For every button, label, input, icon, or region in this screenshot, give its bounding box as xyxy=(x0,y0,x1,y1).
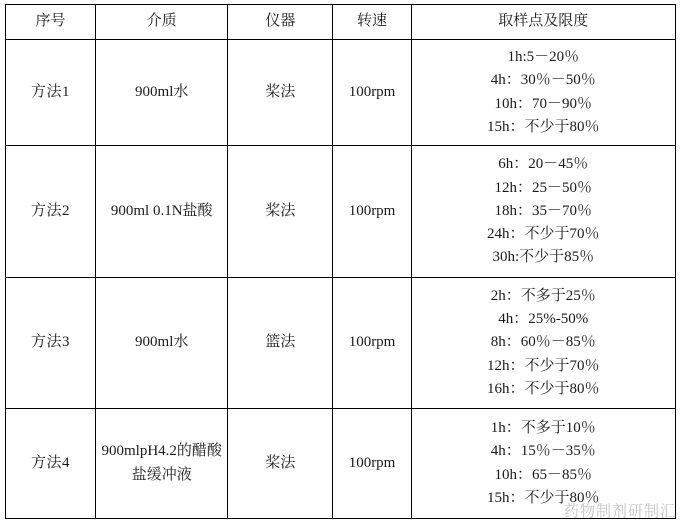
sampling-point-line: 15h：不少于80％ xyxy=(487,489,600,506)
sampling-point-line: 4h：30％－50％ xyxy=(490,72,596,89)
watermark-text: 药物制剂研制汇 xyxy=(563,502,676,521)
dissolution-methods-table xyxy=(5,4,676,519)
table-header xyxy=(6,5,676,40)
cell-apparatus: 桨法 xyxy=(228,409,333,519)
cell-medium: 900ml 0.1N盐酸 xyxy=(96,146,228,278)
cell-apparatus: 篮法 xyxy=(228,278,333,409)
sampling-point-line: 18h：35－70％ xyxy=(494,202,593,219)
column-header-speed: 转速 xyxy=(333,5,411,40)
cell-sampling-points xyxy=(411,146,675,278)
sampling-point-line: 2h：不多于25％ xyxy=(490,287,596,304)
cell-speed: 100rpm xyxy=(333,40,411,146)
cell-speed: 100rpm xyxy=(333,409,411,519)
cell-speed: 100rpm xyxy=(333,278,411,409)
sampling-point-line: 10h：65－85％ xyxy=(494,466,593,483)
column-header-index: 序号 xyxy=(6,5,96,40)
sampling-point-line: 24h：不少于70％ xyxy=(487,226,600,243)
sampling-point-line: 12h：25－50％ xyxy=(494,179,593,196)
table-header-row xyxy=(6,5,676,40)
sampling-point-line: 1h：不多于10％ xyxy=(490,420,596,436)
column-header-medium: 介质 xyxy=(96,5,228,40)
column-header-sampling-points: 取样点及限度 xyxy=(411,5,675,40)
sampling-point-line: 4h：25%-50% xyxy=(498,311,589,328)
cell-apparatus: 桨法 xyxy=(228,40,333,146)
cell-speed: 100rpm xyxy=(333,146,411,278)
table-body xyxy=(6,40,676,519)
table-row xyxy=(6,278,676,409)
sampling-point-line: 4h：15％－35％ xyxy=(490,443,596,460)
sampling-point-line: 12h：不少于70％ xyxy=(487,357,600,374)
cell-sampling-points xyxy=(411,40,675,146)
sampling-point-line: 16h：不少于80％ xyxy=(487,380,600,397)
sampling-point-line: 8h：60％－85％ xyxy=(490,334,596,351)
table-row xyxy=(6,40,676,146)
cell-medium: 900mlpH4.2的醋酸盐缓冲液 xyxy=(96,409,228,519)
sampling-point-line: 6h：20－45％ xyxy=(498,156,589,173)
cell-method-index: 方法1 xyxy=(6,40,96,146)
sampling-point-line: 30h:不少于85％ xyxy=(492,249,595,266)
cell-method-index: 方法3 xyxy=(6,278,96,409)
cell-method-index: 方法2 xyxy=(6,146,96,278)
sampling-point-line: 10h：70－90％ xyxy=(494,95,593,112)
sampling-point-line: 15h：不少于80％ xyxy=(487,118,600,135)
cell-medium: 900ml水 xyxy=(96,40,228,146)
table-row xyxy=(6,146,676,278)
cell-medium: 900ml水 xyxy=(96,278,228,409)
cell-apparatus: 桨法 xyxy=(228,146,333,278)
cell-sampling-points xyxy=(411,278,675,409)
column-header-apparatus: 仪器 xyxy=(228,5,333,40)
table-row xyxy=(6,409,676,519)
cell-sampling-points xyxy=(411,409,675,519)
cell-method-index: 方法4 xyxy=(6,409,96,519)
sampling-point-line: 1h:5－20％ xyxy=(507,49,580,65)
